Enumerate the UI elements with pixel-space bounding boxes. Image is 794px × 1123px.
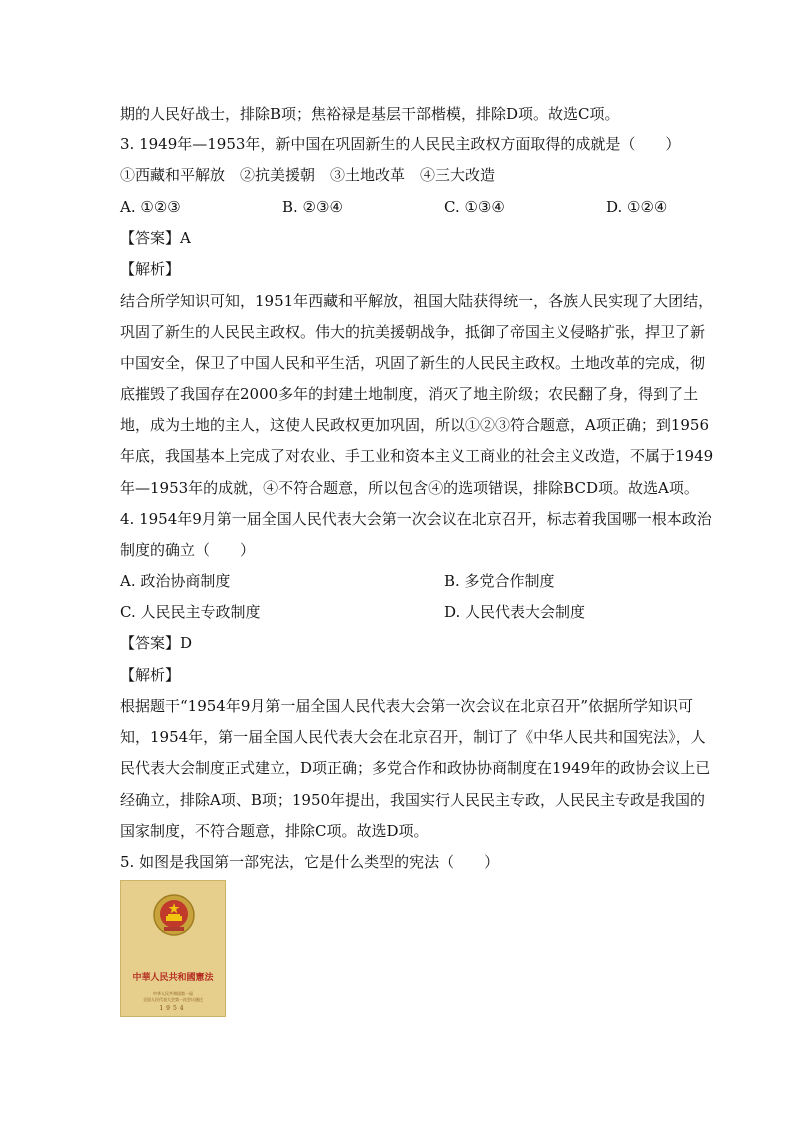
analysis-label: 【解析】 bbox=[120, 666, 181, 684]
cover-year: 1954 bbox=[159, 1005, 187, 1012]
answer-label: 【答案】D bbox=[120, 634, 193, 652]
q4-option-b: B. 多党合作制度 bbox=[444, 572, 555, 590]
text-line: 根据题干“1954年9月第一届全国人民代表大会第一次会议在北京召开”依据所学知识可 bbox=[120, 697, 694, 715]
q4-option-c: C. 人民民主专政制度 bbox=[120, 603, 261, 621]
cover-subtitle: 全国人民代表大会第一次会议通过 bbox=[143, 997, 203, 1002]
question-4: 4. 1954年9月第一届全国人民代表大会第一次会议在北京召开，标志着我国哪一根本政治 bbox=[120, 510, 712, 528]
text-line: 知，1954年，第一届全国人民代表大会在北京召开，制订了《中华人民共和国宪法》，人 bbox=[120, 728, 706, 746]
q3-option-c: C. ①③④ bbox=[444, 198, 505, 216]
text-line: 经确立，排除A项、B项；1950年提出，我国实行人民民主专政，人民民主专政是我国的 bbox=[120, 791, 706, 809]
text-line: 民代表大会制度正式建立，D项正确；多党合作和政协协商制度在1949年的政协会议上已 bbox=[120, 759, 711, 777]
question-3-items: ①西藏和平解放 ②抗美援朝 ③土地改革 ④三大改造 bbox=[120, 166, 496, 184]
q3-option-b: B. ②③④ bbox=[282, 198, 343, 216]
text-line: 期的人民好战士，排除B项；焦裕禄是基层干部楷模，排除D项。故选C项。 bbox=[120, 105, 620, 123]
answer-label: 【答案】A bbox=[120, 229, 191, 247]
text-line: 国家制度，不符合题意，排除C项。故选D项。 bbox=[120, 822, 429, 840]
text-line: 中国安全，保卫了中国人民和平生活，巩固了新生的人民民主政权。土地改革的完成，彻 bbox=[120, 354, 706, 372]
text-line: 巩固了新生的人民民主政权。伟大的抗美援朝战争，抵御了帝国主义侵略扩张，捍卫了新 bbox=[120, 323, 706, 341]
q4-option-a: A. 政治协商制度 bbox=[120, 572, 231, 590]
question-5: 5. 如图是我国第一部宪法，它是什么类型的宪法（ ） bbox=[120, 853, 500, 871]
q3-option-d: D. ①②④ bbox=[606, 198, 668, 216]
cover-subtitle: 中华人民共和国第一届 bbox=[153, 991, 193, 996]
question-3: 3. 1949年—1953年，新中国在巩固新生的人民民主政权方面取得的成就是（ ） bbox=[120, 135, 681, 153]
constitution-cover-image bbox=[120, 880, 226, 1017]
question-4-cont: 制度的确立（ ） bbox=[120, 541, 256, 559]
cover-title: 中華人民共和國憲法 bbox=[132, 973, 214, 983]
q4-option-d: D. 人民代表大会制度 bbox=[444, 603, 586, 621]
text-line: 年底，我国基本上完成了对农业、手工业和资本主义工商业的社会主义改造，不属于1949 bbox=[120, 447, 714, 465]
national-emblem-icon bbox=[152, 893, 196, 937]
q3-option-a: A. ①②③ bbox=[120, 198, 181, 216]
text-line: 底摧毁了我国存在2000多年的封建土地制度，消灭了地主阶级；农民翻了身，得到了土 bbox=[120, 385, 699, 403]
text-line: 地，成为土地的主人，这使人民政权更加巩固，所以①②③符合题意，A项正确；到1956 bbox=[120, 416, 710, 434]
text-line: 年—1953年的成就，④不符合题意，所以包含④的选项错误，排除BCD项。故选A项。 bbox=[120, 479, 699, 497]
analysis-label: 【解析】 bbox=[120, 260, 181, 278]
text-line: 结合所学知识可知，1951年西藏和平解放，祖国大陆获得统一，各族人民实现了大团结， bbox=[120, 292, 714, 310]
